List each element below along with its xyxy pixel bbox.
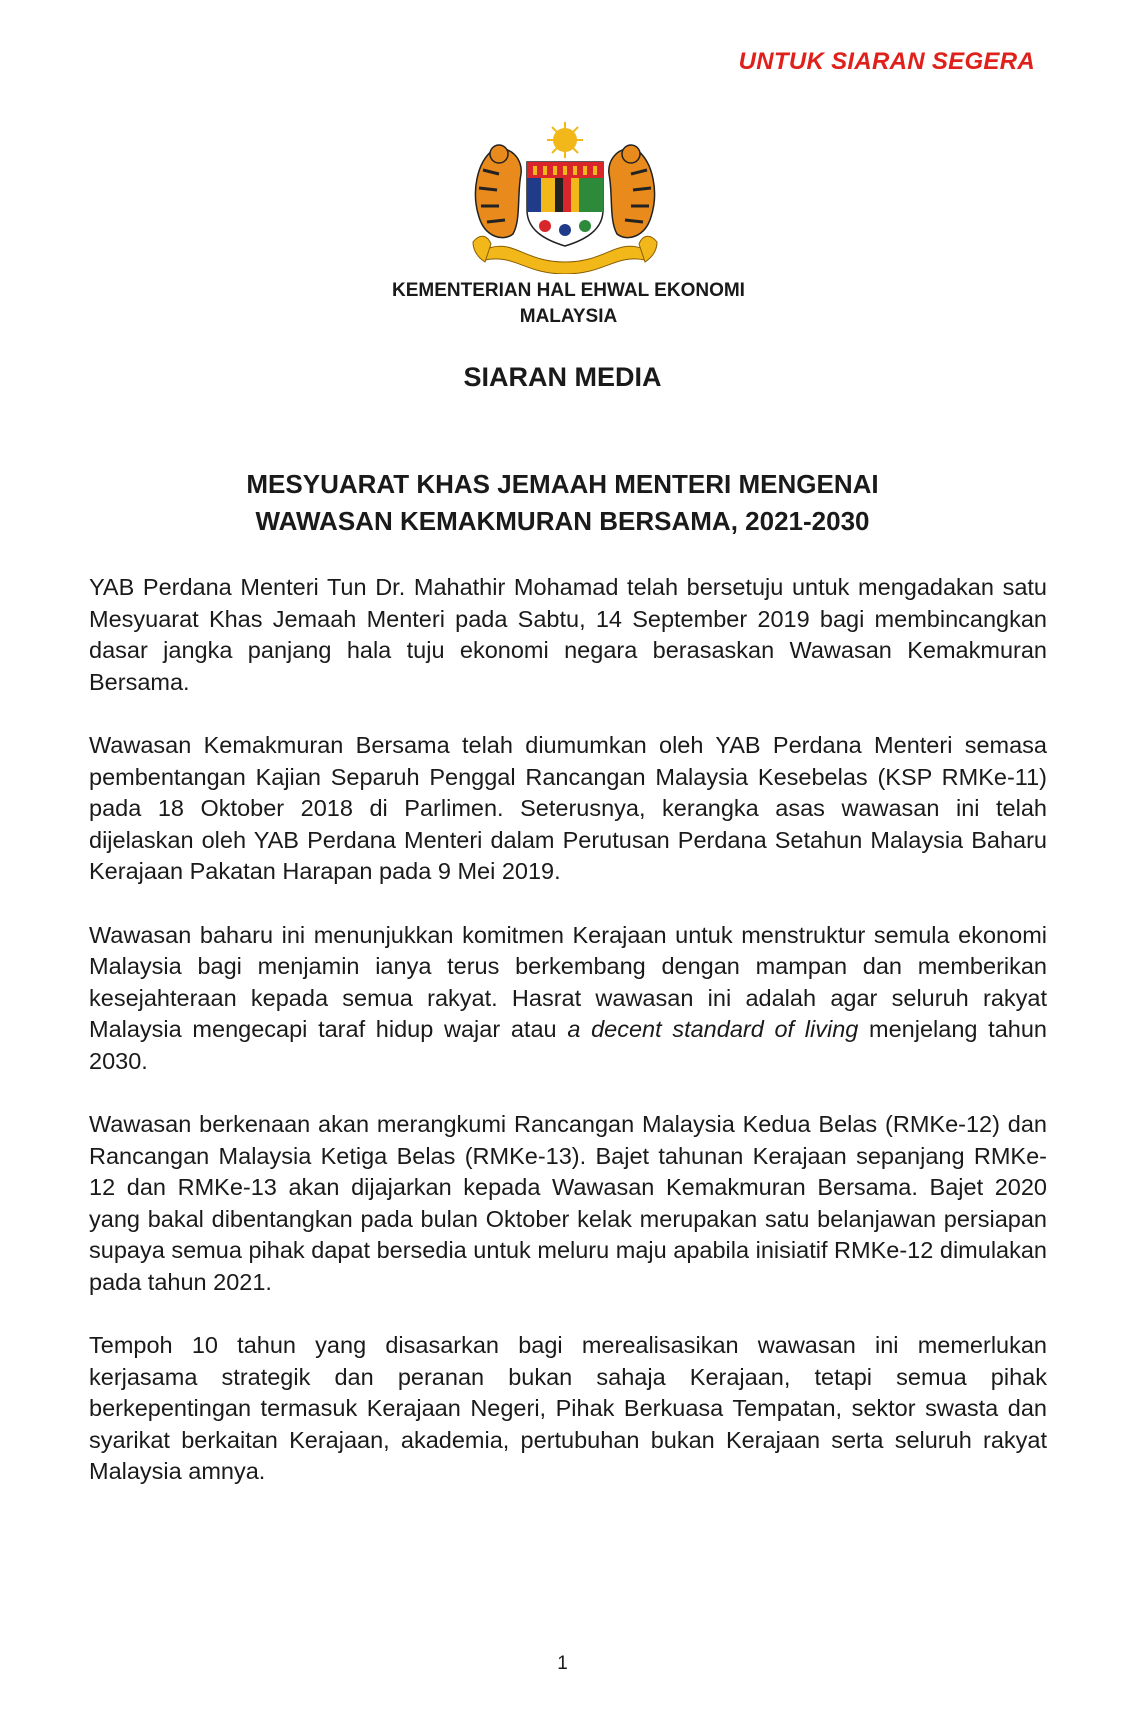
headline-line2: WAWASAN KEMAKMURAN BERSAMA, 2021-2030	[255, 506, 870, 536]
press-release-body	[89, 572, 1047, 1520]
release-tag: UNTUK SIARAN SEGERA	[738, 48, 1035, 75]
crest-shield	[527, 162, 603, 246]
paragraph-3	[89, 920, 1047, 1078]
paragraph-3-italic: a decent standard of living	[567, 1016, 859, 1042]
ministry-name-line2: MALAYSIA	[519, 306, 618, 327]
headline-line1: MESYUARAT KHAS JEMAAH MENTERI MENGENAI	[246, 469, 879, 499]
paragraph-4: Wawasan berkenaan akan merangkumi Rancangan Malaysia Kedua Belas (RMKe-12) dan Rancangan Malaysia Ketiga Belas (RMKe-13). Bajet tahunan Kerajaan sepanjang RMKe-12 dan RMKe-13 akan dijajarkan kepada Wawasan Kemakmuran Bersama. Bajet 2020 yang bakal dibentangkan pada bulan Oktober kelak merupakan satu belanjawan persiapan supaya semua pihak dapat bersedia untuk meluru maju apabila inisiatif RMKe-12 dimulakan pada tahun 2021.	[89, 1111, 1047, 1295]
crest-tiger-right	[609, 145, 655, 238]
ministry-name	[0, 278, 1125, 330]
page-number: 1	[557, 1653, 568, 1674]
headline	[0, 466, 1125, 540]
paragraph-5: Tempoh 10 tahun yang disasarkan bagi merealisasikan wawasan ini memerlukan kerjasama strategik dan peranan bukan sahaja Kerajaan, tetapi semua pihak berkepentingan termasuk Kerajaan Negeri, Pihak Berkuasa Tempatan, sektor swasta dan syarikat berkaitan Kerajaan, akademia, pertubuhan bukan Kerajaan serta seluruh rakyat Malaysia amnya.	[89, 1332, 1047, 1484]
paragraph-2: Wawasan Kemakmuran Bersama telah diumumkan oleh YAB Perdana Menteri semasa pembentangan Kajian Separuh Penggal Rancangan Malaysia Kesebelas (KSP RMKe-11) pada 18 Oktober 2018 di Parlimen. Seterusnya, kerangka asas wawasan ini telah dijelaskan oleh YAB Perdana Menteri dalam Perutusan Perdana Setahun Malaysia Baharu Kerajaan Pakatan Harapan pada 9 Mei 2019.	[89, 732, 1047, 884]
paragraph-3-text: Wawasan baharu ini menunjukkan komitmen Kerajaan untuk menstruktur semula ekonomi Malaysia bagi menjamin ianya terus berkembang dengan mampan dan memberikan kesejahteraan kepada semua rakyat. Hasrat wawasan ini adalah agar seluruh rakyat Malaysia mengecapi taraf hidup wajar atau	[89, 921, 1047, 1042]
paragraph-3-end: menjelang tahun 2030.	[89, 1016, 1047, 1074]
malaysia-coat-of-arms-icon	[465, 122, 665, 274]
ministry-name-line1: KEMENTERIAN HAL EHWAL EKONOMI	[392, 280, 745, 301]
crest-star	[547, 122, 583, 158]
document-type: SIARAN MEDIA	[463, 362, 662, 392]
paragraph-1: YAB Perdana Menteri Tun Dr. Mahathir Mohamad telah bersetuju untuk mengadakan satu Mesyuarat Khas Jemaah Menteri pada Sabtu, 14 September 2019 bagi membincangkan dasar jangka panjang hala tuju ekonomi negara berasaskan Wawasan Kemakmuran Bersama.	[89, 574, 1047, 695]
crest-tiger-left	[475, 145, 521, 238]
